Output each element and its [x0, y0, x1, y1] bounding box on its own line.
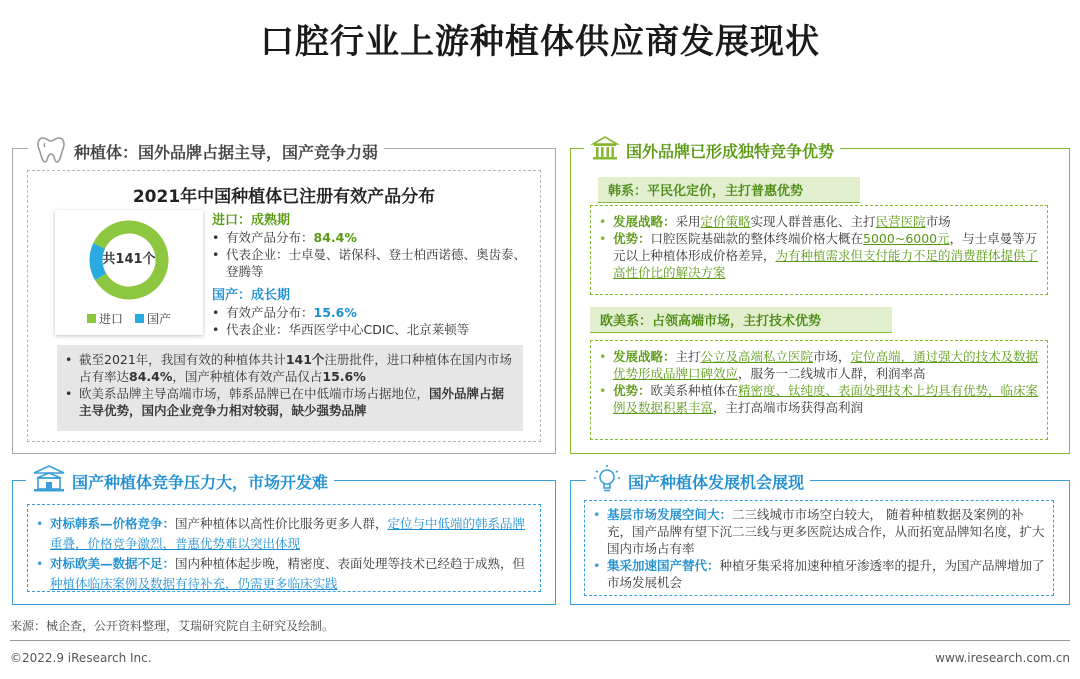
pressure-box	[27, 504, 541, 592]
label: 对标欧美—数据不足：	[50, 556, 176, 571]
label: 集采加速国产替代：	[607, 558, 720, 573]
palace-icon	[32, 463, 66, 499]
section-title: 国外品牌已形成独特竞争优势	[626, 141, 835, 161]
euro-box	[590, 340, 1048, 440]
chart-title: 2021年中国种植体已注册有效产品分布	[132, 187, 436, 207]
label: 优势：	[613, 231, 651, 246]
import-block	[212, 212, 530, 280]
domestic-block	[212, 287, 530, 338]
highlight: 民营医院	[875, 214, 926, 229]
list-item: • 对标韩系—价格竞争：国产种植体以高性价比服务更多人群，定位与中低端的韩系品牌重叠，价格竞争激烈，普惠优势难以突出体现	[36, 516, 526, 551]
text: 市场，	[813, 349, 851, 364]
text: 欧美系种植体在	[650, 383, 739, 398]
section-header-opportunity	[586, 463, 810, 499]
text: 注册批件，进口种植体在国内市场占有率达	[79, 352, 512, 384]
highlight: 种植体临床案例及数据有待补充，仍需更多临床实践	[50, 576, 338, 591]
legend-domestic	[135, 310, 171, 327]
text-bold: 141个	[285, 352, 325, 367]
text: 欧美系品牌主导高端市场，韩系品牌已在中低端市场占据地位，	[79, 386, 430, 401]
highlight: 5000~6000元	[863, 231, 950, 246]
euro-ribbon: 欧美系：占领高端市场，主打技术优势	[590, 307, 892, 333]
list-item: • 代表企业：华西医学中心CDIC、北京莱顿等	[212, 322, 470, 337]
list-item: • 有效产品分布：15.6%	[212, 305, 357, 320]
highlight: 定价策略	[700, 214, 751, 229]
label: 对标韩系—价格竞争：	[50, 516, 176, 531]
text: 实现人群普惠化、主打	[750, 214, 876, 229]
donut-legend	[55, 310, 203, 327]
list-item: • 截至2021年，我国有效的种植体共计141个注册批件，进口种植体在国内市场占有率达84.4%，国产种植体有效产品仅占15.6%	[65, 352, 512, 384]
text: 截至2021年，我国有效的种植体共计	[79, 352, 286, 367]
highlight: 定位高端，通过强大的技术及数据优势形成品牌口碑效应	[613, 349, 1039, 381]
text: 二三线城市市场空白较大， 随着种植数据及案例的补充，国产品牌有望下沉二三线与更多医院达成合作，从而拓宽品牌知名度，扩大国内市场占有率	[607, 507, 1045, 556]
list-item: • 发展战略：采用定价策略实现人群普惠化、主打民营医院市场	[599, 214, 951, 229]
text: 国内种植体起步晚，精密度、表面处理等技术已经趋于成熟，但	[175, 556, 526, 571]
legend-import	[87, 310, 123, 327]
list-item: • 优势：口腔医院基础款的整体终端价格大概在5000~6000元，与士卓曼等万元以上种植体形成价格差异，为有种植需求但支付能力不足的消费群体提供了高性价比的解决方案	[599, 231, 1039, 280]
text: 主打	[675, 349, 701, 364]
text: 种植牙集采将加速种植牙渗透率的提升，为国产品牌增加了市场发展机会	[607, 558, 1045, 590]
list-item: • 有效产品分布：84.4%	[212, 230, 357, 245]
text: 口腔医院基础款的整体终端价格大概在	[650, 231, 864, 246]
summary-box	[57, 345, 523, 431]
lightbulb-icon	[592, 463, 622, 499]
highlight: 公立及高端私立医院	[700, 349, 814, 364]
donut-center-label: 共141个	[102, 252, 156, 267]
text: 有效产品分布：	[226, 305, 314, 320]
section-title: 国产种植体发展机会展现	[628, 472, 805, 492]
section-header-pressure	[26, 463, 334, 499]
text: 代表企业：华西医学中心CDIC、北京莱顿等	[226, 322, 470, 337]
text: ，与士卓曼等万元以上种植体形成价格差异，	[613, 231, 1038, 263]
tooth-icon	[34, 132, 68, 170]
list-item: • 对标欧美—数据不足：国内种植体起步晚，精密度、表面处理等技术已经趋于成熟，但种植体临床案例及数据有待补充，仍需更多临床实践	[36, 556, 526, 591]
legend-swatch	[135, 314, 144, 323]
label: 基层市场发展空间大：	[607, 507, 733, 522]
korea-box	[590, 205, 1048, 295]
donut-card	[55, 210, 203, 335]
domestic-heading: 国产：成长期	[212, 288, 291, 303]
highlight: 为有种植需求但支付能力不足的消费群体提供了高性价比的解决方案	[613, 248, 1039, 280]
page-title: 口腔行业上游种植体供应商发展现状	[260, 22, 820, 62]
label: 发展战略：	[613, 349, 676, 364]
legend-label: 国产	[147, 312, 172, 326]
text-bold: 国外品牌占据主导优势，国内企业竞争力相对较弱，缺少强势品牌	[79, 386, 505, 418]
korea-ribbon: 韩系：平民化定价，主打普惠优势	[598, 177, 860, 203]
list-item: • 发展战略：主打公立及高端私立医院市场，定位高端，通过强大的技术及数据优势形成品牌口碑效应，服务一二线城市人群，利润率高	[599, 349, 1039, 381]
text-bold: 15.6%	[322, 369, 366, 384]
label: 发展战略：	[613, 214, 676, 229]
list-item: • 集采加速国产替代：种植牙集采将加速种植牙渗透率的提升，为国产品牌增加了市场发展机会	[593, 558, 1045, 590]
building-icon	[590, 133, 620, 167]
legend-swatch	[87, 314, 96, 323]
list-item: • 代表企业：士卓曼、诺保科、登士柏西诺德、奥齿泰、登腾等	[212, 246, 530, 280]
text: 国产种植体以高性价比服务更多人群，	[175, 516, 388, 531]
legend-label: 进口	[98, 312, 123, 326]
import-heading: 进口：成熟期	[212, 213, 291, 228]
section-header-implant	[28, 132, 384, 170]
highlight: 精密度、钛纯度、表面处理技术上均具有优势，临床案例及数据积累丰富	[613, 383, 1039, 415]
section-title: 种植体：国外品牌占据主导，国产竞争力弱	[74, 142, 379, 162]
text: 有效产品分布：	[226, 230, 314, 245]
text: 采用	[675, 214, 701, 229]
copyright: ©2022.9 iResearch Inc.	[10, 651, 152, 665]
domestic-share: 15.6%	[313, 305, 357, 320]
text: ，国产种植体有效产品仅占	[172, 369, 323, 384]
import-share: 84.4%	[313, 230, 357, 245]
list-item: • 优势：欧美系种植体在精密度、钛纯度、表面处理技术上均具有优势，临床案例及数据积累丰富，主打高端市场获得高利润	[599, 383, 1039, 415]
source-note: 来源：械企查，公开资料整理，艾瑞研究院自主研究及绘制。	[10, 619, 335, 633]
highlight: 定位与中低端的韩系品牌重叠，价格竞争激烈，普惠优势难以突出体现	[50, 516, 526, 551]
text: ，主打高端市场获得高利润	[713, 400, 864, 415]
text: 市场	[925, 214, 951, 229]
section-header-foreign	[584, 133, 840, 167]
list-item: • 欧美系品牌主导高端市场，韩系品牌已在中低端市场占据地位，国外品牌占据主导优势，国内企业竞争力相对较弱，缺少强势品牌	[65, 386, 505, 418]
section-title: 国产种植体竞争压力大，市场开发难	[72, 472, 329, 492]
opportunity-box	[584, 500, 1054, 596]
label: 优势：	[613, 383, 651, 398]
website-link[interactable]: www.iresearch.com.cn	[935, 651, 1070, 665]
text: 代表企业：士卓曼、诺保科、登士柏西诺德、奥齿泰、登腾等	[226, 247, 527, 279]
text: ，服务一二线城市人群，利润率高	[738, 366, 926, 381]
footer-divider	[10, 640, 1070, 641]
text-bold: 84.4%	[129, 369, 173, 384]
list-item: • 基层市场发展空间大：二三线城市市场空白较大， 随着种植数据及案例的补充，国产品牌有望下沉二三线与更多医院达成合作，从而拓宽品牌知名度，扩大国内市场占有率	[593, 507, 1045, 556]
